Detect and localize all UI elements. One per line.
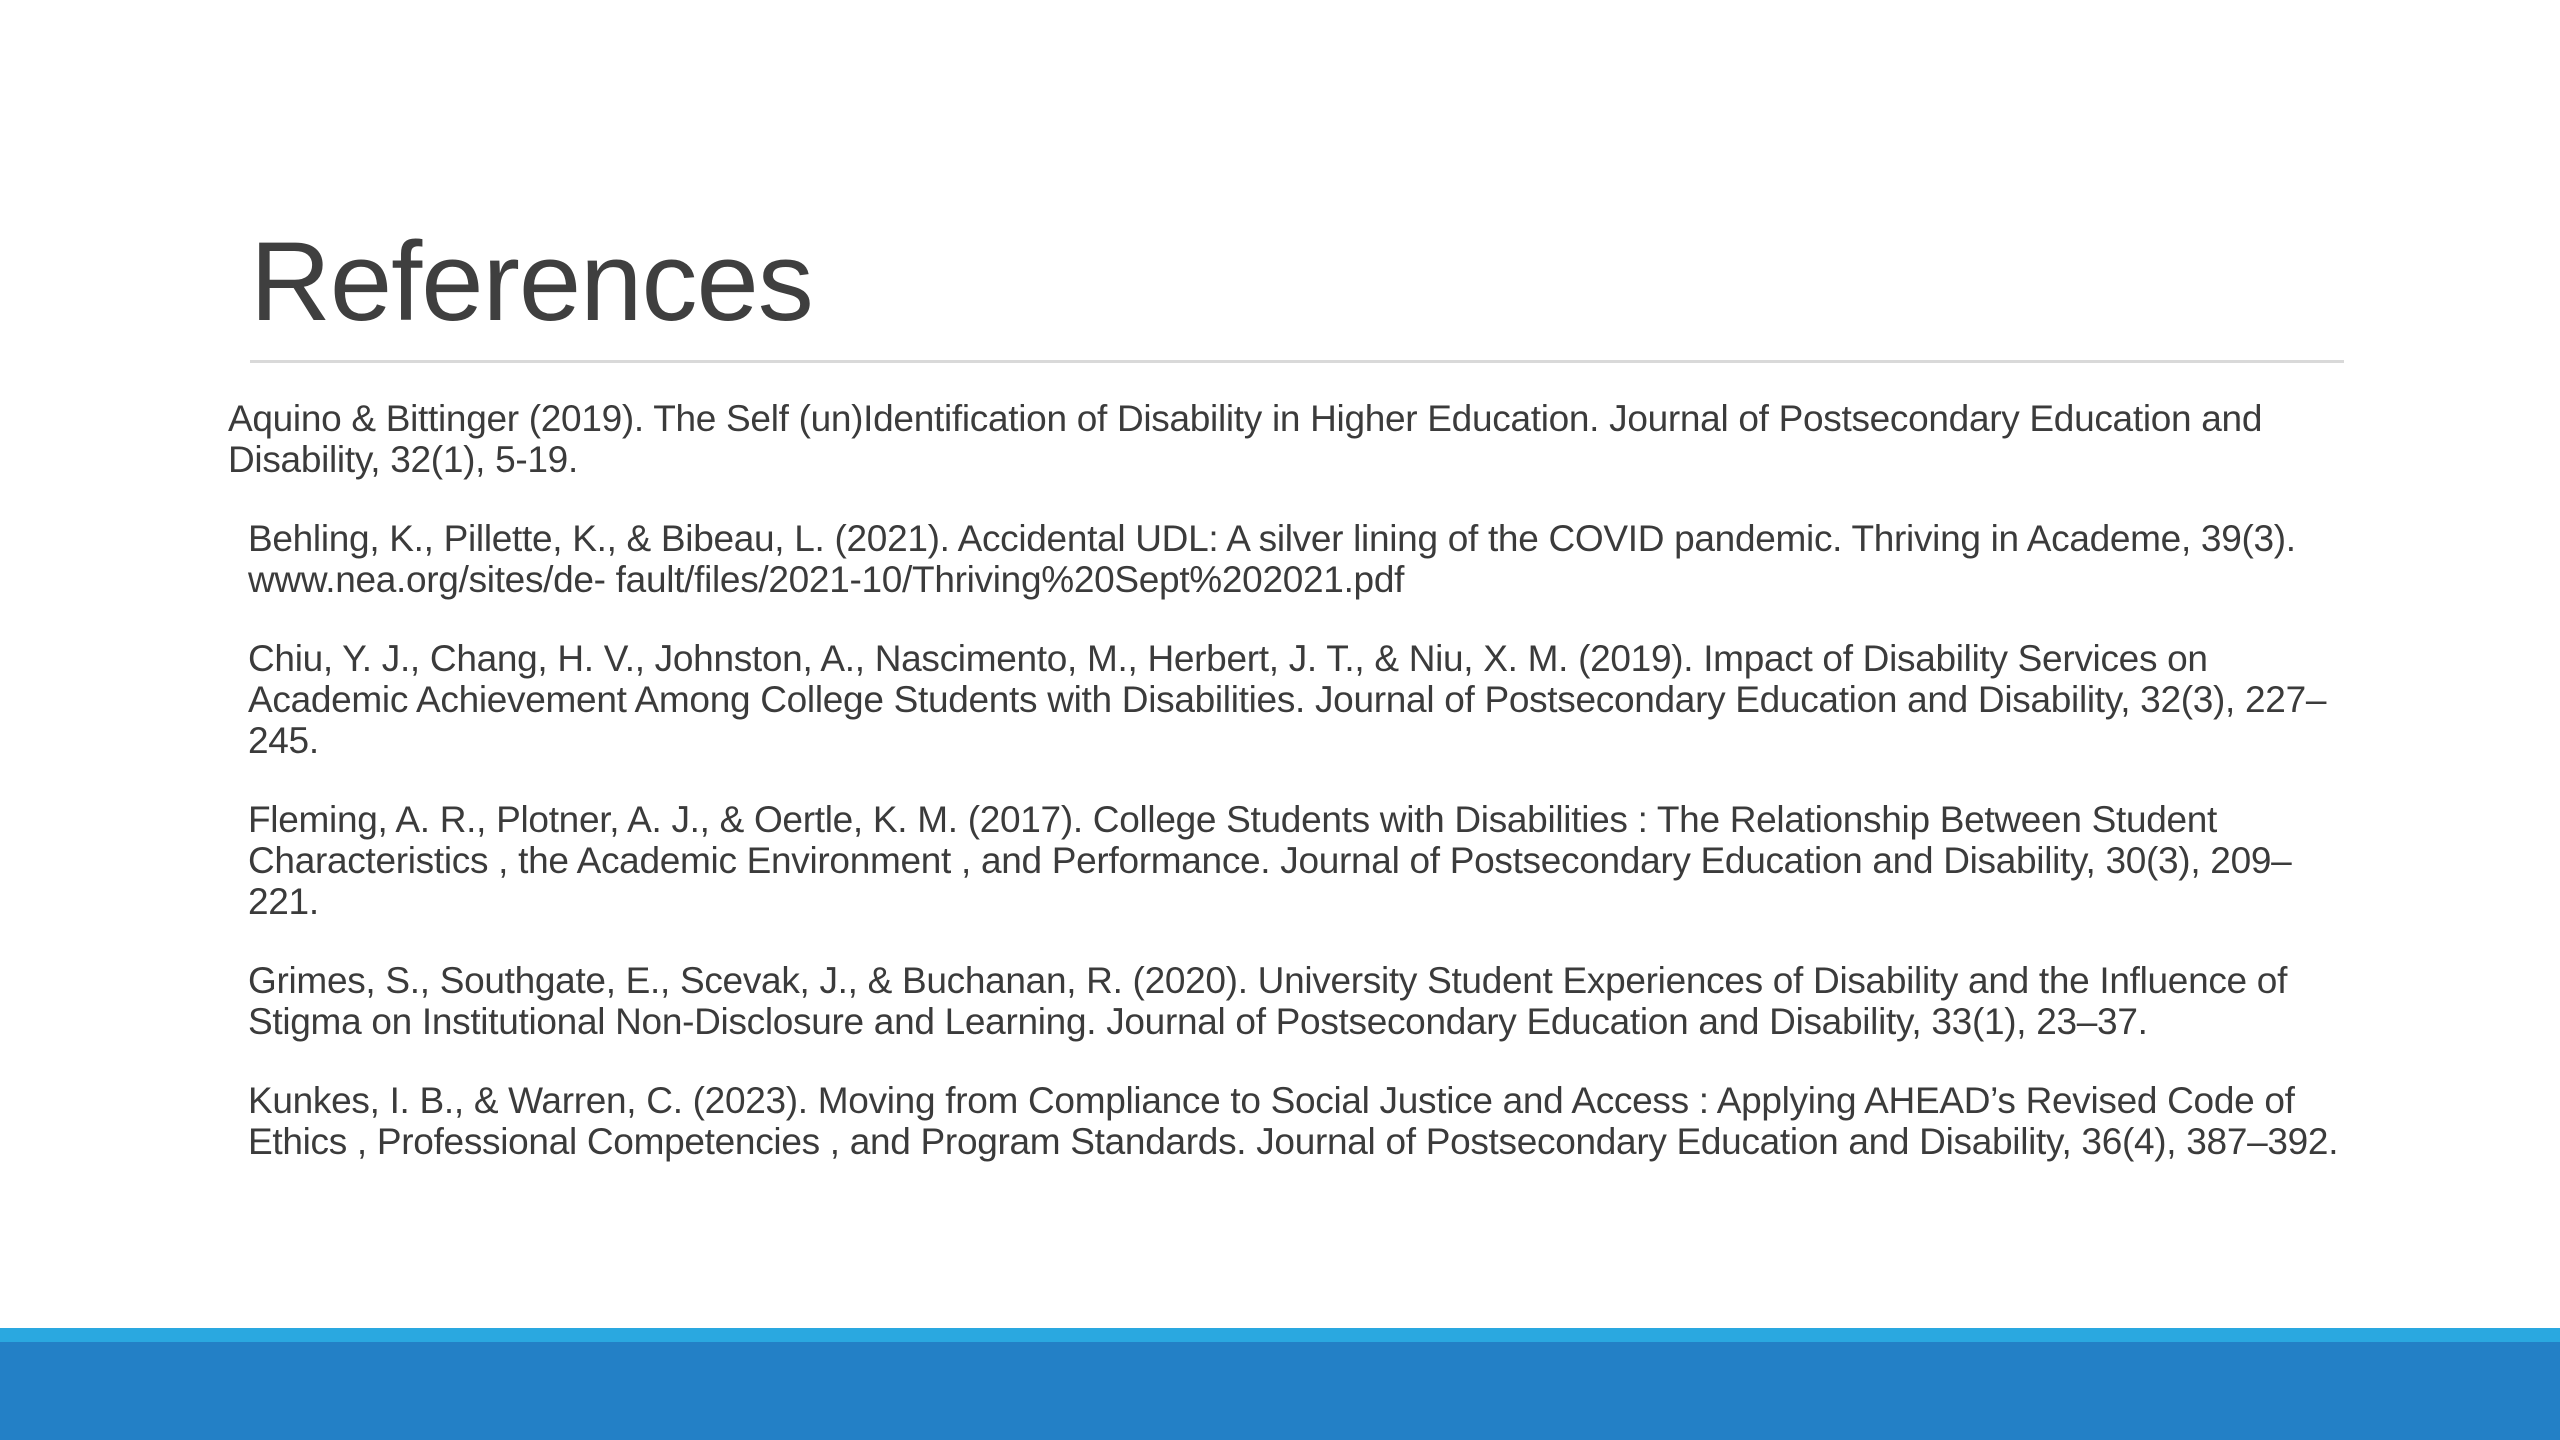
reference-item: Aquino & Bittinger (2019). The Self (un)Identification of Disability in Higher Education. Journal of Postsecondary Education and Disability, 32(1), 5-19. [228,398,2263,480]
reference-item: Fleming, A. R., Plotner, A. J., & Oertle, K. M. (2017). College Students with Disabilities : The Relationship Between Student Characteristics , the Academic Environment , and Performance. Journal of Postsecondary Education and Disability, 30(3), 209–221. [248,799,2292,922]
reference-list [228,398,2348,1200]
reference-item: Chiu, Y. J., Chang, H. V., Johnston, A., Nascimento, M., Herbert, J. T., & Niu, X. M. (2019). Impact of Disability Services on Academic Achievement Among College Students with Disabilities. Journal of Postsecondary Education and Disability, 32(3), 227–245. [248,638,2327,761]
reference-item: Grimes, S., Southgate, E., Scevak, J., & Buchanan, R. (2020). University Student Experiences of Disability and the Influence of Stigma on Institutional Non-Disclosure and Learning. Journal of Postsecondary Education and Disability, 33(1), 23–37. [248,960,2288,1042]
footer-band [0,1342,2560,1440]
reference-item: Behling, K., Pillette, K., & Bibeau, L. (2021). Accidental UDL: A silver lining of the COVID pandemic. Thriving in Academe, 39(3). www.nea.org/sites/de- fault/files/2021-10/Thriving%20Sept%202021.pdf [248,518,2296,600]
footer-bar [0,1328,2560,1440]
reference-item: Kunkes, I. B., & Warren, C. (2023). Moving from Compliance to Social Justice and Access : Applying AHEAD’s Revised Code of Ethics , Professional Competencies , and Program Standards. Journal of Postsecondary Education and Disability, 36(4), 387–392. [248,1080,2339,1162]
slide-title: References [250,219,813,344]
footer-accent-stripe [0,1328,2560,1342]
title-divider [250,360,2344,363]
